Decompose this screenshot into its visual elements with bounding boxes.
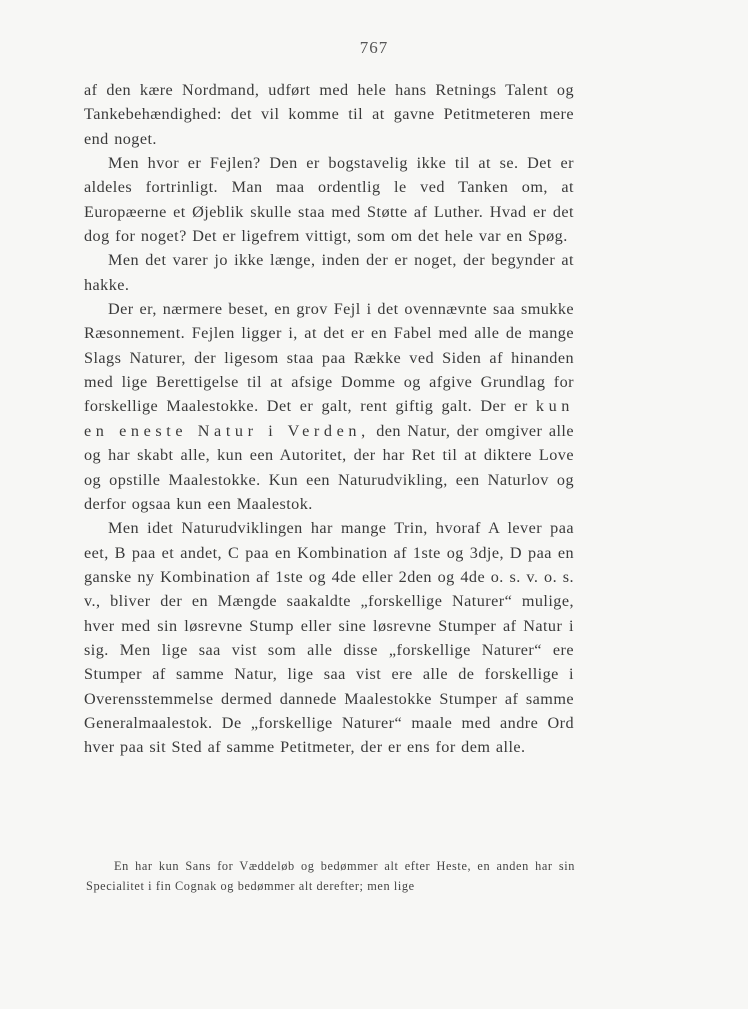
- page-number: 767: [359, 38, 389, 57]
- body-text: [84, 78, 574, 760]
- paragraph: Men det varer jo ikke længe, inden der er noget, der begynder at hakke.: [84, 251, 574, 294]
- footnote: [86, 857, 575, 896]
- paragraph: Men hvor er Fejlen? Den er bogstavelig ikke til at se. Det er aldeles fortrinligt. Man maa ordentlig le ved Tanken om, at Europæerne et Øjeblik skulle staa med Støtte af Luther. Hvad er det dog for noget? Det er ligefrem vittigt, som om det hele var en Spøg.: [84, 154, 574, 246]
- paragraph-continued: af den kære Nordmand, udført med hele hans Retnings Talent og Tankebehændighed: det vil komme til at gavne Petitmeteren mere end noget.: [84, 81, 574, 148]
- paragraph-with-emphasis: [84, 297, 574, 516]
- paragraph-text-before: Der er, nærmere beset, en grov Fejl i det ovennævnte saa smukke Ræsonnement. Fejlen ligger i, at det er en Fabel med alle de mange Slags Naturer, der ligesom staa paa Række ved Siden af hinanden med lige Berettigelse til at afsige Domme og afgive Grundlag for forskellige Maalestokke. Det er galt, rent giftig galt. Der er: [84, 300, 574, 416]
- emphasized-spaced-text: kun en eneste Natur i Verden,: [84, 397, 575, 440]
- paragraph: Men idet Naturudviklingen har mange Trin, hvoraf A lever paa eet, B paa et andet, C paa en Kombination af 1ste og 3dje, D paa en ganske ny Kombination af 1ste og 4de eller 2den og 4de o. s. v. o. s. v., bliver der en Mængde saakaldte „forskellige Naturer“ mulige, hver med sin løsrevne Stump eller sine løsrevne Stumper af Natur i sig. Men lige saa vist som alle disse „forskellige Naturer“ ere Stumper af samme Natur, lige saa vist ere alle de forskellige i Overensstemmelse dermed dannede Maalestokke Stumper af samme Generalmaalestok. De „forskellige Naturer“ maale med andre Ord hver paa sit Sted af samme Petitmeter, der er ens for dem alle.: [84, 519, 574, 757]
- paragraph-text-after: den Natur, der omgiver alle og har skabt alle, kun een Autoritet, der har Ret til at diktere Love og opstille Maalestokke. Kun een Naturudvikling, een Naturlov og derfor ogsaa kun een Maalestok.: [84, 421, 574, 513]
- footnote-text: En har kun Sans for Væddeløb og bedømmer alt efter Heste, en anden har sin Specialitet i fin Cognak og bedømmer alt derefter; men lige: [86, 859, 575, 893]
